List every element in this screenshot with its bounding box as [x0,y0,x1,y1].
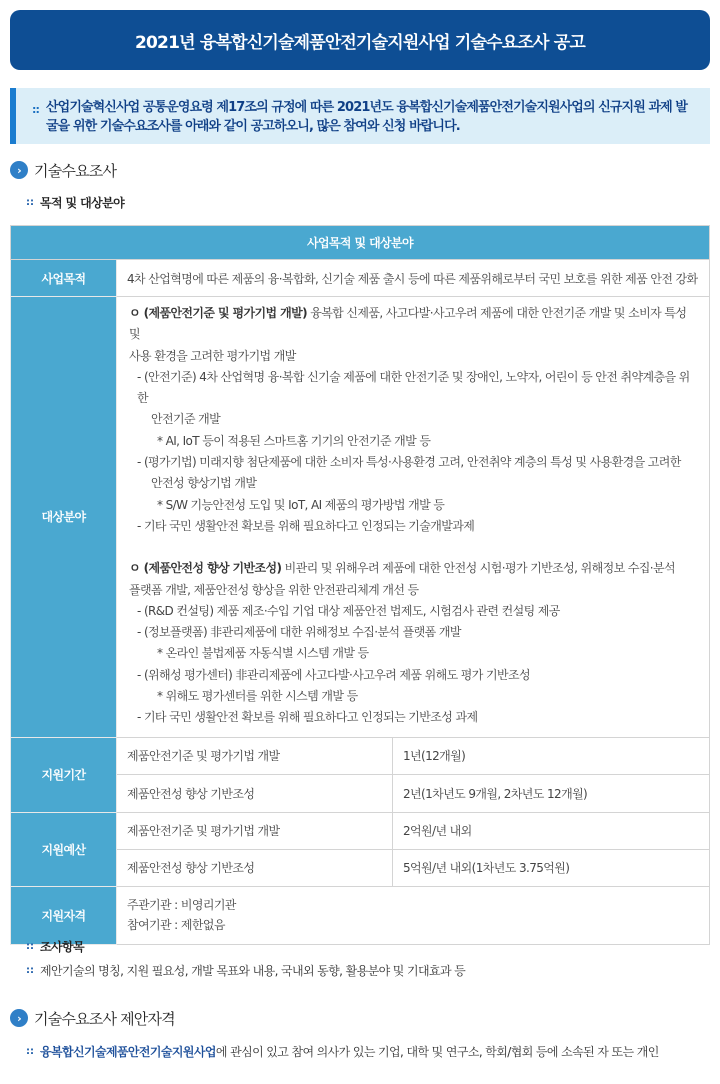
section-title: 기술수요조사 [34,161,117,180]
budget-name: 제품안전성 향상 기반조성 [117,849,393,886]
period-value: 1년(12개월) [393,737,710,774]
row-label-purpose: 사업목적 [11,260,117,297]
purpose-text: 4차 산업혁명에 따른 제품의 융·복합화, 신기술 제품 출시 등에 따른 제품위해로부터 국민 보호를 위한 제품 안전 강화 [117,260,710,297]
period-value: 2년(1차년도 9개월, 2차년도 12개월) [393,774,710,812]
group-heading-text: 융복합 신제품, 사고다발·사고우려 제품에 대한 안전기준 개발 및 소비자 특성 및 [129,306,687,342]
notice-box [10,88,710,144]
list-item-cont: 안전성 향상기법 개발 [151,476,257,491]
bullet-icon: :: [26,197,34,208]
list-item: - (안전기준) 4차 산업혁명 융·복합 신기술 제품에 대한 안전기준 및 장애인, 노약자, 어린이 등 안전 취약계층을 위한 [137,369,690,406]
list-item: - (정보플랫폼) 非관리제품에 대한 위해정보 수집·분석 플랫폼 개발 [137,625,461,640]
group-heading-cont: 사용 환경을 고려한 평가기법 개발 [129,348,296,363]
note-item: * AI, IoT 등이 적용된 스마트홈 기기의 안전기준 개발 등 [157,433,431,448]
list-item: - 기타 국민 생활안전 확보를 위해 필요하다고 인정되는 기술개발과제 [137,518,475,533]
list-item: - 기타 국민 생활안전 확보를 위해 필요하다고 인정되는 기반조성 과제 [137,710,478,725]
row-label-period: 지원기간 [11,737,117,812]
group-heading: ㅇ (제품안전성 향상 기반조성) [129,561,282,576]
budget-value: 5억원/년 내외(1차년도 3.75억원) [393,849,710,886]
period-name: 제품안전기준 및 평가기법 개발 [117,737,393,774]
subheading-label: 목적 및 대상분야 [40,196,125,210]
list-item: - (R&D 컨설팅) 제품 제조·수입 기업 대상 제품안전 법제도, 시험검사 관련 컨설팅 제공 [137,603,560,618]
program-name: 융복합신기술제품안전기술지원사업 [40,1045,216,1059]
survey-text: 제안기술의 명칭, 지원 필요성, 개발 목표와 내용, 국내외 동향, 활용분야 및 기대효과 등 [40,964,466,978]
bullet-icon: :: [26,1046,34,1057]
chevron-right-circle-icon: › [10,161,28,179]
notice-text: 산업기술혁신사업 공통운영요령 제17조의 규정에 따른 2021년도 융복합신기술제품안전기술지원사업의 신규지원 과제 발굴을 위한 기술수요조사를 아래와 같이 공고하오니, 많은 참여와 신청 바랍니다. [46,100,688,134]
group-heading: ㅇ (제품안전기준 및 평가기법 개발) [129,306,307,320]
list-item: - (위해성 평가센터) 非관리제품에 사고다발·사고우려 제품 위해도 평가 기반조성 [137,667,530,682]
row-label-target: 대상분야 [11,297,117,738]
group-heading-text: 비관리 및 위해우려 제품에 대한 안전성 시험·평가 기반조성, 위해정보 수집·분석 [281,561,675,576]
target-description [117,297,710,738]
subheading-label: 조사항목 [40,940,84,954]
note-item: * S/W 기능안전성 도입 및 IoT, AI 제품의 평가방법 개발 등 [157,497,445,512]
qualification-text [117,886,710,944]
row-label-qualification: 지원자격 [11,886,117,944]
budget-name: 제품안전기준 및 평가기법 개발 [117,812,393,849]
chevron-right-circle-icon: › [10,1009,28,1027]
section-heading-eligibility [10,1007,175,1029]
note-item: * 위해도 평가센터를 위한 시스템 개발 등 [157,689,358,704]
eligibility-rest: 에 관심이 있고 참여 의사가 있는 기업, 대학 및 연구소, 학회/협회 등에 소속된 자 또는 개인 [215,1045,659,1059]
qualification-line: 참여기관 : 제한없음 [127,918,225,933]
qualification-line: 주관기관 : 비영리기관 [127,898,236,913]
row-label-budget: 지원예산 [11,812,117,886]
spacer [129,537,699,558]
budget-value: 2억원/년 내외 [393,812,710,849]
bullet-icon: :: [26,965,34,976]
survey-items-text [26,962,465,979]
page-title: 2021년 융복합신기술제품안전기술지원사업 기술수요조사 공고 [10,10,710,70]
table-header: 사업목적 및 대상분야 [11,226,710,260]
purpose-table [10,225,710,945]
bullet-icon: :: [26,941,34,952]
bullet-icon: :: [32,103,39,116]
period-name: 제품안전성 향상 기반조성 [117,774,393,812]
eligibility-text [26,1043,659,1060]
list-item-cont: 안전기준 개발 [151,412,221,427]
list-item: - (평가기법) 미래지향 첨단제품에 대한 소비자 특성·사용환경 고려, 안전취약 계층의 특성 및 사용환경을 고려한 [137,455,681,470]
group-heading-cont: 플랫폼 개발, 제품안전성 향상을 위한 안전관리체계 개선 등 [129,582,419,597]
section-title: 기술수요조사 제안자격 [34,1009,175,1028]
note-item: * 온라인 불법제품 자동식별 시스템 개발 등 [157,646,369,661]
subheading-purpose [26,194,124,211]
section-heading-survey [10,159,116,181]
subheading-survey-items [26,938,84,955]
